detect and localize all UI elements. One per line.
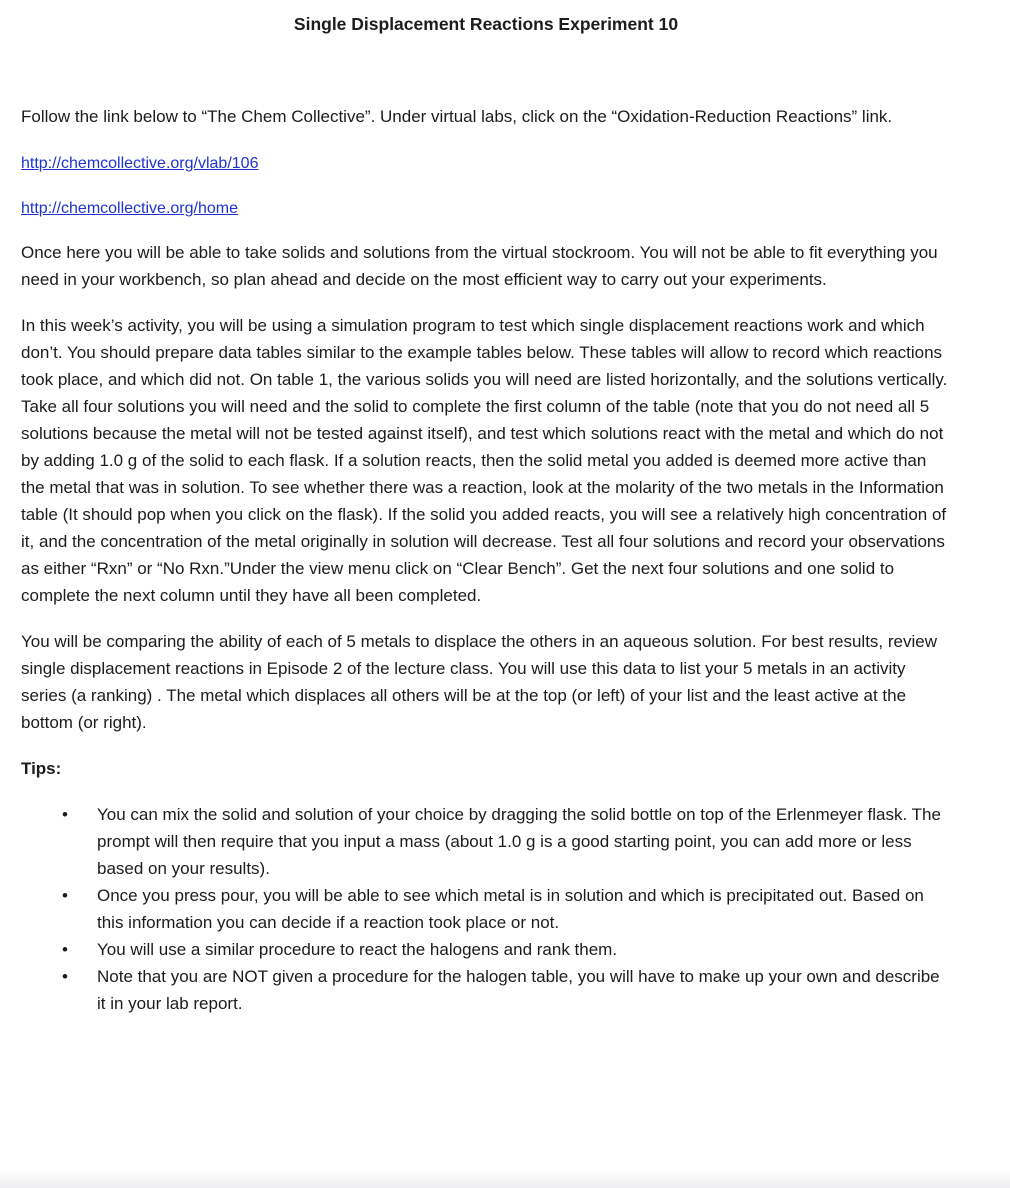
tip-item — [21, 801, 951, 882]
page-title: Single Displacement Reactions Experiment 10 — [293, 14, 679, 34]
bullet-icon: • — [62, 967, 68, 986]
tip-item-text: You will use a similar procedure to react the halogens and rank them. — [97, 940, 618, 959]
tips-list — [21, 801, 951, 1017]
tip-item-text: Once you press pour, you will be able to see which metal is in solution and which is precipitated out. Based on this information you can decide if a reaction took place or not. — [97, 886, 929, 932]
bullet-icon: • — [62, 886, 68, 905]
bullet-icon: • — [62, 940, 68, 959]
tip-item — [21, 882, 951, 936]
tip-item — [21, 936, 951, 963]
link-line-home — [21, 194, 951, 222]
activity-paragraph: In this week’s activity, you will be using a simulation program to test which single displacement reactions work and which don’t. You should prepare data tables similar to the example tables below. These tables will allow to record which reactions took place, and which did not. On table 1, the various solids you will need are listed horizontally, and the solutions vertically. Take all four solutions you will need and the solid to complete the first column of the table (note that you do not need all 5 solutions because the metal will not be tested against itself), and test which solutions react with the metal and which do not by adding 1.0 g of the solid to each flask. If a solution reacts, then the solid metal you added is deemed more active than the metal that was in solution. To see whether there was a reaction, look at the molarity of the two metals in the Information table (It should pop when you click on the flask). If the solid you added reacts, you will see a relatively high concentration of it, and the concentration of the metal originally in solution will decrease. Test all four solutions and record your observations as either “Rxn” or “No Rxn.”Under the view menu click on “Clear Bench”. Get the next four solutions and one solid to complete the next column until they have all been completed. — [21, 316, 952, 605]
tip-item-text: You can mix the solid and solution of your choice by dragging the solid bottle on top of the Erlenmeyer flask. The prompt will then require that you input a mass (about 1.0 g is a good starting point, you can add more or less based on your results). — [97, 805, 946, 878]
bullet-icon: • — [62, 805, 68, 824]
tips-heading: Tips: — [21, 759, 62, 778]
tip-item — [21, 963, 951, 1017]
tip-item-text: Note that you are NOT given a procedure for the halogen table, you will have to make up your own and describe it in your lab report. — [97, 967, 945, 1013]
link-line-vlab — [21, 149, 951, 177]
intro-paragraph: Follow the link below to “The Chem Collective”. Under virtual labs, click on the “Oxidation-Reduction Reactions” link. — [21, 107, 893, 126]
chemcollective-vlab-link[interactable]: http://chemcollective.org/vlab/106 — [21, 155, 259, 172]
chemcollective-home-link[interactable]: http://chemcollective.org/home — [21, 200, 238, 217]
stockroom-paragraph: Once here you will be able to take solids and solutions from the virtual stockroom. You will not be able to fit everything you need in your workbench, so plan ahead and decide on the most efficient way to carry out your experiments. — [21, 243, 943, 289]
comparison-paragraph: You will be comparing the ability of each of 5 metals to displace the others in an aqueous solution. For best results, review single displacement reactions in Episode 2 of the lecture class. You will use this data to list your 5 metals in an activity series (a ranking) . The metal which displaces all others will be at the top (or left) of your list and the least active at the bottom (or right). — [21, 632, 952, 732]
page-bottom-edge — [0, 1170, 1010, 1188]
